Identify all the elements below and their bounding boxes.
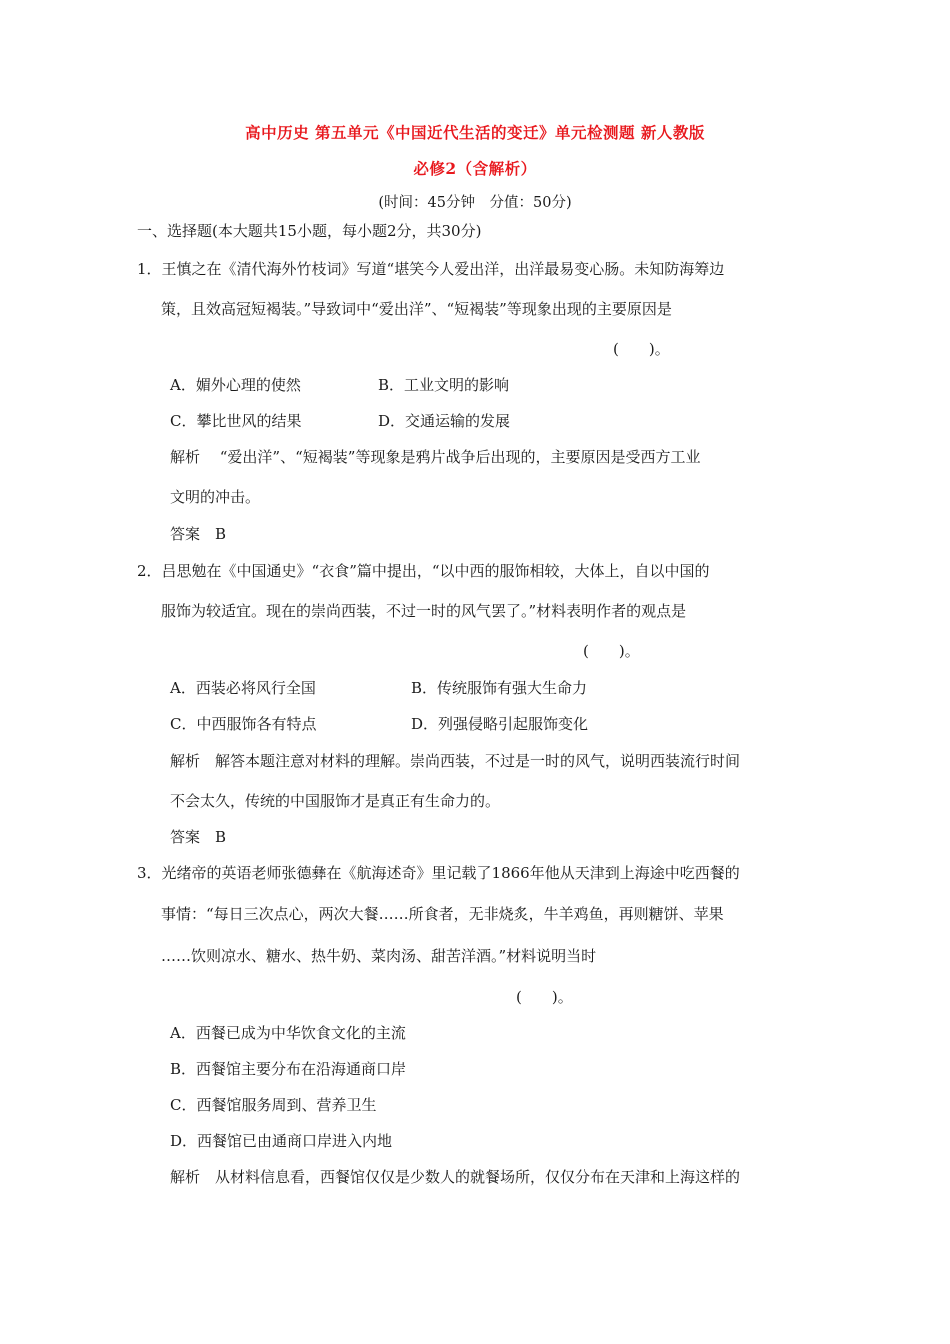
exam-meta: (时间：45分钟 分值：50分)	[378, 195, 572, 211]
q3-stem-line-2: 事情：“每日三次点心，两次大餐……所食者，无非烧炙，牛羊鸡鱼，再则糖饼、苹果	[161, 905, 724, 923]
q3-option-d: D．西餐馆已由通商口岸进入内地	[170, 1132, 393, 1150]
q1-answer: 答案 B	[170, 525, 227, 543]
q3-option-b: B．西餐馆主要分布在沿海通商口岸	[170, 1060, 407, 1078]
q2-option-d: D．列强侵略引起服饰变化	[411, 715, 589, 733]
q1-option-b: B．工业文明的影响	[378, 376, 510, 394]
q1-option-a: A．媚外心理的使然	[170, 376, 301, 394]
q2-option-b: B．传统服饰有强大生命力	[411, 679, 588, 697]
q1-option-c: C．攀比世风的结果	[170, 412, 302, 430]
q3-stem-line-3: ……饮则凉水、糖水、热牛奶、菜肉汤、甜苦洋酒。”材料说明当时	[161, 947, 597, 965]
section-heading: 一、选择题(本大题共15小题，每小题2分，共30分)	[137, 222, 482, 240]
q3-answer-blank: ( )。	[516, 988, 573, 1006]
q3-option-c: C．西餐馆服务周到、营养卫生	[170, 1096, 377, 1114]
q2-explanation-line-2: 不会太久，传统的中国服饰才是真正有生命力的。	[170, 792, 501, 810]
document-title-line-2: 必修2（含解析）	[413, 159, 537, 178]
document-title-line-1: 高中历史 第五单元《中国近代生活的变迁》单元检测题 新人教版	[245, 123, 705, 142]
q1-answer-blank: ( )。	[613, 340, 670, 358]
q2-option-c: C．中西服饰各有特点	[170, 715, 317, 733]
q2-answer-blank: ( )。	[583, 642, 640, 660]
q2-stem-line-2: 服饰为较适宜。现在的崇尚西装，不过一时的风气罢了。”材料表明作者的观点是	[161, 602, 687, 620]
q1-explanation-line-1: 解析 “爱出洋”、“短褐装”等现象是鸦片战争后出现的，主要原因是受西方工业	[170, 448, 701, 466]
q1-explanation-line-2: 文明的冲击。	[170, 488, 261, 506]
q1-option-d: D．交通运输的发展	[378, 412, 511, 430]
q1-stem-line-2: 策，且效高冠短褐装。”导致词中“爱出洋”、“短褐装”等现象出现的主要原因是	[161, 300, 672, 318]
q3-explanation-line-1: 解析 从材料信息看，西餐馆仅仅是少数人的就餐场所，仅仅分布在天津和上海这样的	[170, 1168, 741, 1186]
q2-stem-line-1: 2．吕思勉在《中国通史》“衣食”篇中提出，“以中西的服饰相较，大体上，自以中国的	[137, 562, 710, 580]
q1-stem-line-1: 1．王慎之在《清代海外竹枝词》写道“堪笑今人爱出洋，出洋最易变心肠。未知防海筹边	[137, 260, 725, 278]
q3-option-a: A．西餐已成为中华饮食文化的主流	[170, 1024, 406, 1042]
q3-stem-line-1: 3．光绪帝的英语老师张德彝在《航海述奇》里记载了1866年他从天津到上海途中吃西餐的	[137, 864, 740, 882]
q2-explanation-line-1: 解析 解答本题注意对材料的理解。崇尚西装，不过是一时的风气，说明西装流行时间	[170, 752, 741, 770]
q2-answer: 答案 B	[170, 828, 227, 846]
q2-option-a: A．西装必将风行全国	[170, 679, 316, 697]
